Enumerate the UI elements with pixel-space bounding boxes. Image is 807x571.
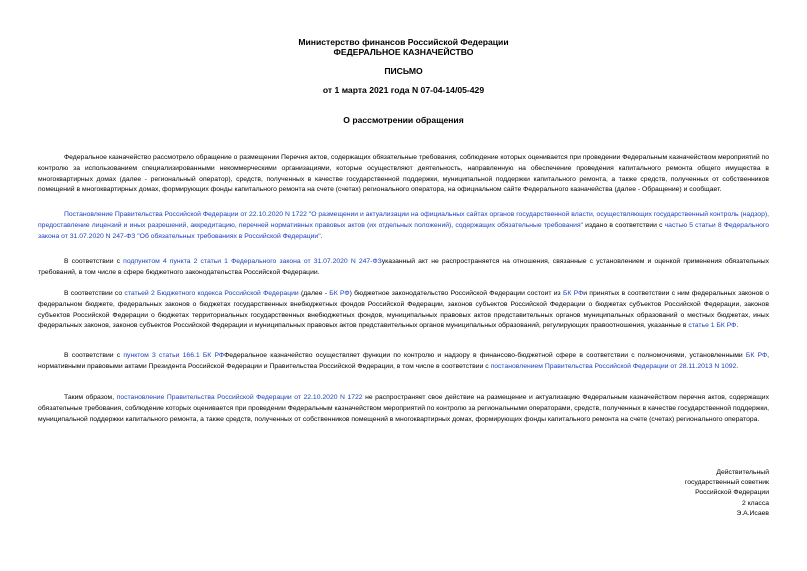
document-date-number: от 1 марта 2021 года N 07-04-14/05-429 bbox=[322, 85, 485, 95]
link-law-247-subclause[interactable]: подпунктом 4 пункта 2 статьи 1 Федерального закона от 31.07.2020 N 247-ФЗ bbox=[123, 258, 382, 265]
text-fragment: . bbox=[320, 232, 323, 240]
text-fragment: В соответствии с bbox=[64, 352, 124, 359]
paragraph-5 bbox=[38, 351, 769, 373]
text-fragment: издано в соответствии с bbox=[583, 221, 665, 229]
text-fragment: указанный акт не распространяется на отношения, связанные с установлением и оценкой применения обязательных требований, в том числе в сфере бюджетного законодательства Российской Федерации. bbox=[38, 258, 769, 276]
ministry-name: Министерство финансов Российской Федерации bbox=[298, 37, 509, 47]
text-fragment: В соответствии с bbox=[64, 258, 124, 265]
text-fragment: Таким образом, bbox=[64, 394, 117, 401]
link-budget-code-art1[interactable]: статье 1 БК РФ bbox=[688, 322, 737, 330]
text-fragment: и принятых в соответствии с ним федеральных законов о федеральном бюджете, федеральных законов о бюджетах государственных внебюджетных фондов Российской Федерации, законов субъектов Российской Федерации о бюджетах субъектов Российской Федерации, законов субъектов Российской Федерации о бюджетах территориальных государственных внебюджетных фондов, муниципальных правовых актов представительных органов муниципальных образований о местных бюджетах, иных федеральных законов, законов субъектов Российской Федерации и муниципальных правовых актов представительных органов муниципальных образований, регулирующих правоотношения, указанные в bbox=[38, 290, 769, 330]
text-fragment: (далее - bbox=[298, 290, 330, 297]
paragraph-1: Федеральное казначейство рассмотрело обращение о размещении Перечня актов, содержащих обязательные требования, соблюдение которых оценивается при проведении Федеральным казначейством мероприятий по контролю за использованием специализированными некоммерческими организациями, которые осуществляют деятельность, направленную на обеспечение проведения капитального ремонта общего имущества в многоквартирных домах (далее - региональный оператор), средств, полученных в качестве государственной поддержки, муниципальной поддержки капитального ремонта, а также средств, полученных от собственников помещений в многоквартирных домах, формирующих фонды капитального ремонта на счете (счетах) регионального оператора, на официальном сайте Федерального казначейства (далее - Обращение) и сообщает. bbox=[38, 154, 769, 194]
paragraph-4 bbox=[38, 289, 769, 332]
text-fragment: , нормативными правовыми актами Президента Российской Федерации и Правительства Российской Федерации, в том числе в соответствии с bbox=[38, 352, 770, 370]
signatory-name: Э.А.Исаев bbox=[736, 509, 769, 517]
agency-name: ФЕДЕРАЛЬНОЕ КАЗНАЧЕЙСТВО bbox=[333, 47, 474, 57]
signatory-rank-line3: Российской Федерации bbox=[695, 489, 769, 497]
text-fragment: . bbox=[736, 322, 739, 330]
paragraph-6 bbox=[38, 393, 769, 425]
link-budget-code[interactable]: БК РФ bbox=[329, 290, 350, 297]
document-subject: О рассмотрении обращения bbox=[343, 115, 464, 125]
signatory-rank-line4: 2 класса bbox=[741, 499, 769, 507]
text-fragment: не распространяет свое действие на размещение и актуализацию Федеральным казначейством перечня актов, содержащих обязательные требования, соблюдение которых оценивается при проведении Федеральным казначейством мероприятий по контролю за региональными операторами, средств, полученных в качестве государственной поддержки, муниципальной поддержки капитального ремонта, а также средств, полученных от собственников помещений в многоквартирных домах, формирующих фонды капитального ремонта на счете (счетах) регионального оператора. bbox=[38, 394, 769, 423]
link-budget-code-art2[interactable]: статьей 2 Бюджетного кодекса Российской Федерации bbox=[124, 290, 299, 297]
signatory-rank-line2: государственный советник bbox=[684, 479, 769, 487]
link-decree-1722[interactable]: Постановление Правительства Российской Федерации от 22.10.2020 N 1722 "О размещении и актуализации на официальных сайтах органов государственной власти, осуществляющих государственный контроль (надзор), предоставление лицензий и иных разрешений, аккредитацию, перечней нормативных правовых актов (их отдельных положений), содержащих обязательные требования" bbox=[38, 211, 769, 229]
link-budget-code[interactable]: БК РФ bbox=[745, 352, 768, 359]
signatory-rank-line1: Действительный bbox=[716, 469, 769, 476]
link-budget-code-art166[interactable]: пунктом 3 статьи 166.1 БК РФ bbox=[123, 352, 225, 359]
text-fragment: Федеральное казначейство осуществляет функции по контролю и надзору в финансово-бюджетной сфере в соответствии с полномочиями, установленными bbox=[224, 352, 746, 359]
signature-block bbox=[620, 468, 769, 519]
paragraph-2 bbox=[38, 210, 769, 242]
link-decree-1722[interactable]: постановление Правительства Российской Федерации от 22.10.2020 N 1722 bbox=[116, 394, 363, 401]
text-fragment: ) бюджетное законодательство Российской Федерации состоит из bbox=[349, 290, 563, 297]
document-type: ПИСЬМО bbox=[384, 66, 423, 76]
text-fragment: . bbox=[736, 362, 739, 370]
link-budget-code[interactable]: БК РФ bbox=[562, 290, 584, 297]
paragraph-3 bbox=[38, 257, 769, 279]
link-law-247-part5[interactable]: частью 5 статьи 8 Федерального закона от 31.07.2020 N 247-ФЗ "Об обязательных требованиях в Российской Федерации" bbox=[38, 221, 769, 240]
text-fragment: В соответствии со bbox=[64, 290, 125, 297]
link-decree-1092[interactable]: постановлением Правительства Российской Федерации от 28.11.2013 N 1092 bbox=[490, 362, 737, 370]
